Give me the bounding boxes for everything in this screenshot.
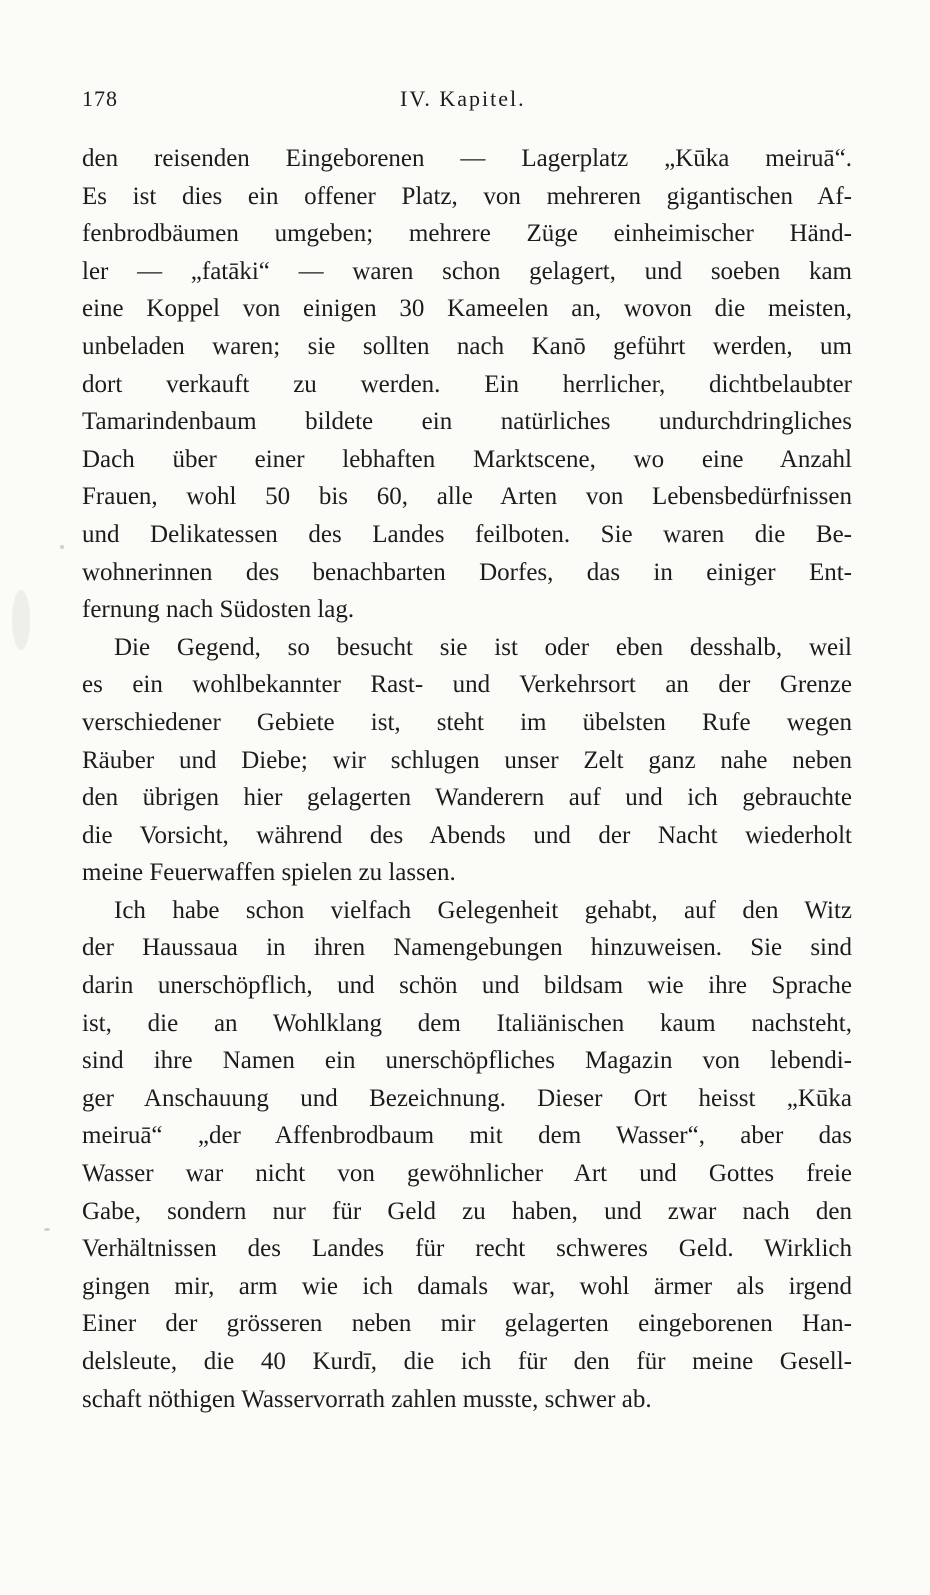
page-header <box>82 86 852 116</box>
text-line: Gabe, sondern nur für Geld zu haben, und zwar nach den <box>82 1197 852 1225</box>
paragraph <box>82 629 852 892</box>
text-line: Frauen, wohl 50 bis 60, alle Arten von Lebensbedürfnissen <box>82 483 852 511</box>
text-line: der Haussaua in ihren Namengebungen hinzuweisen. Sie sind <box>82 934 852 962</box>
text-line: Einer der grösseren neben mir gelagerten eingeborenen Han- <box>82 1310 852 1338</box>
text-line: und Delikatessen des Landes feilboten. Sie waren die Be- <box>82 520 852 548</box>
scan-speck <box>12 590 30 650</box>
text-line: verschiedener Gebiete ist, steht im übelsten Rufe wegen <box>82 708 852 736</box>
text-line: Ich habe schon vielfach Gelegenheit gehabt, auf den Witz <box>114 896 852 924</box>
text-line: dort verkauft zu werden. Ein herrlicher, dichtbelaubter <box>82 370 852 398</box>
text-line: Verhältnissen des Landes für recht schweres Geld. Wirklich <box>82 1235 852 1263</box>
text-line: darin unerschöpflich, und schön und bildsam wie ihre Sprache <box>82 972 852 1000</box>
page-number: 178 <box>82 86 118 111</box>
scan-speck <box>44 1228 50 1231</box>
text-line: delsleute, die 40 Kurdī, die ich für den für meine Gesell- <box>82 1348 852 1375</box>
scan-speck <box>60 545 64 549</box>
text-line: Tamarindenbaum bildete ein natürliches undurchdringliches <box>82 408 852 436</box>
paragraph <box>82 892 852 1418</box>
text-line: meiruā“ „der Affenbrodbaum mit dem Wasser“, aber das <box>82 1122 852 1150</box>
text-line: den übrigen hier gelagerten Wanderern auf und ich gebrauchte <box>82 784 852 812</box>
text-line: Wasser war nicht von gewöhnlicher Art und Gottes freie <box>82 1160 852 1188</box>
text-line: den reisenden Eingeborenen — Lagerplatz „Kūka meiruā“. <box>82 145 852 172</box>
text-line: sind ihre Namen ein unerschöpfliches Magazin von lebendi- <box>82 1047 852 1075</box>
text-line: die Vorsicht, während des Abends und der Nacht wiederholt <box>82 821 852 849</box>
text-line: wohnerinnen des benachbarten Dorfes, das in einiger Ent- <box>82 558 852 586</box>
text-line: schaft nöthigen Wasservorrath zahlen musste, schwer ab. <box>82 1385 652 1413</box>
text-line: Es ist dies ein offener Platz, von mehreren gigantischen Af- <box>82 182 852 210</box>
text-line: ger Anschauung und Bezeichnung. Dieser Ort heisst „Kūka <box>82 1084 852 1112</box>
paragraph <box>82 140 852 629</box>
text-line: Dach über einer lebhaften Marktscene, wo eine Anzahl <box>82 445 852 473</box>
text-line: Die Gegend, so besucht sie ist oder eben desshalb, weil <box>114 633 852 661</box>
text-line: gingen mir, arm wie ich damals war, wohl ärmer als irgend <box>82 1272 852 1300</box>
text-line: es ein wohlbekannter Rast- und Verkehrsort an der Grenze <box>82 671 852 699</box>
running-head: IV. Kapitel. <box>400 86 526 111</box>
text-line: fenbrodbäumen umgeben; mehrere Züge einheimischer Händ- <box>82 220 852 248</box>
text-line: meine Feuerwaffen spielen zu lassen. <box>82 859 456 887</box>
text-line: fernung nach Südosten lag. <box>82 596 355 624</box>
text-line: unbeladen waren; sie sollten nach Kanō geführt werden, um <box>82 332 852 360</box>
text-line: Räuber und Diebe; wir schlugen unser Zelt ganz nahe neben <box>82 746 852 774</box>
text-line: ler — „fatāki“ — waren schon gelagert, und soeben kam <box>82 257 852 285</box>
body-text <box>82 140 852 1418</box>
text-line: eine Koppel von einigen 30 Kameelen an, wovon die meisten, <box>82 295 852 323</box>
text-line: ist, die an Wohlklang dem Italiänischen kaum nachsteht, <box>82 1009 852 1037</box>
